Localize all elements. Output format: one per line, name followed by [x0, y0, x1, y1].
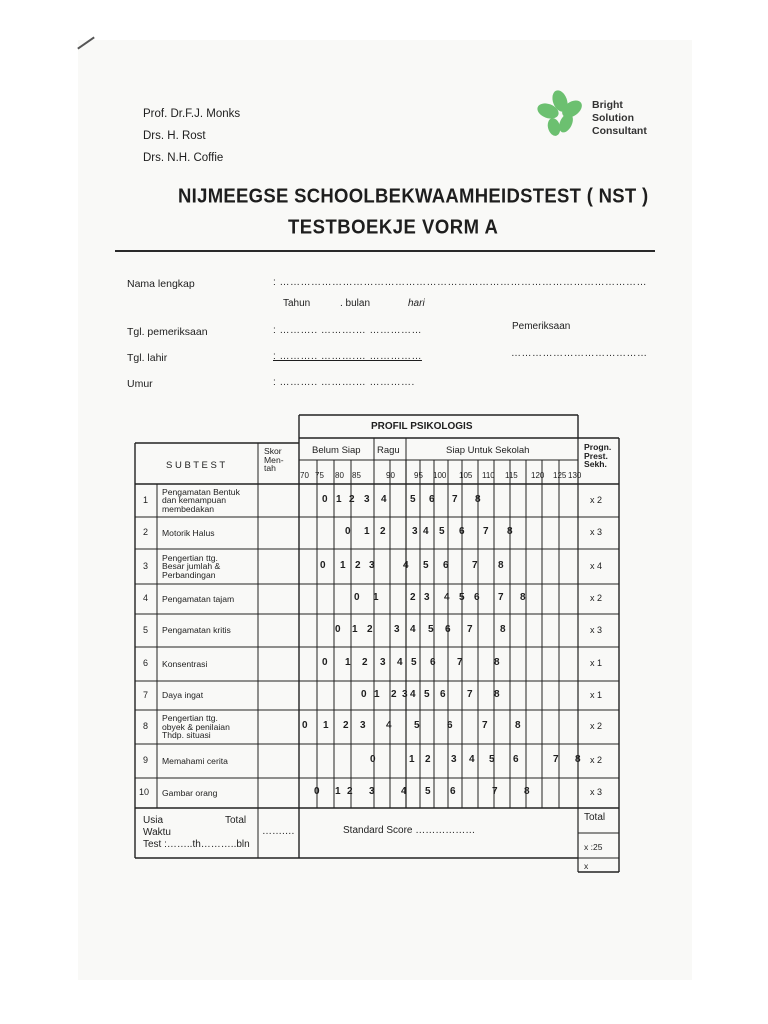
score-mark[interactable]: 3: [369, 786, 375, 797]
score-mark[interactable]: 8: [515, 720, 521, 731]
score-mark[interactable]: 3: [360, 720, 366, 731]
score-mark[interactable]: 8: [575, 754, 581, 765]
score-mark[interactable]: 0: [322, 657, 328, 668]
score-mark[interactable]: 4: [401, 786, 407, 797]
subtest-number: 7: [143, 689, 149, 700]
tahun-label: Tahun: [283, 298, 311, 309]
score-mark[interactable]: 7: [467, 688, 473, 700]
bulan-label: . bulan: [340, 298, 371, 309]
score-mark[interactable]: 7: [472, 559, 478, 571]
score-mark[interactable]: 1: [373, 592, 379, 603]
score-mark[interactable]: 2: [349, 493, 355, 505]
score-mark[interactable]: 8: [520, 592, 526, 603]
subtest-name-line: Memahami cerita: [162, 755, 228, 766]
score-mark[interactable]: 3: [412, 526, 418, 537]
score-mark[interactable]: 4: [410, 623, 416, 635]
score-mark[interactable]: 0: [345, 526, 351, 537]
subtest-name-line: obyek & penilaian: [162, 721, 230, 732]
subtest-number: 3: [143, 560, 149, 571]
score-mark[interactable]: 3: [364, 493, 370, 505]
scale-value: 75: [315, 471, 324, 480]
scale-value: 120: [531, 471, 545, 480]
score-mark[interactable]: 0: [314, 786, 320, 797]
author-3: Drs. N.H. Coffie: [143, 152, 224, 164]
total-right-label: Total: [584, 812, 606, 823]
subtest-name-line: Pengertian ttg.: [162, 713, 218, 724]
subtest-multiplier: x 1: [590, 658, 603, 668]
score-mark[interactable]: 3: [394, 623, 400, 635]
score-mark[interactable]: 8: [498, 559, 504, 571]
tgl-pemeriksaan-label: Tgl. pemeriksaan: [127, 326, 208, 338]
subtest-name-line: Thdp. situasi: [162, 730, 211, 741]
score-mark[interactable]: 6: [429, 493, 435, 505]
x-label: x: [584, 861, 589, 871]
subtest-multiplier: x 2: [590, 593, 603, 603]
subtest-header: S U B T E S T: [166, 460, 226, 471]
umur-label: Umur: [127, 378, 153, 390]
score-mark[interactable]: 5: [414, 720, 420, 731]
score-mark[interactable]: 5: [411, 657, 417, 668]
subtest-number: 5: [143, 624, 149, 635]
score-mark[interactable]: 2: [425, 754, 431, 765]
score-mark[interactable]: 7: [457, 657, 463, 668]
subtest-name-line: Konsentrasi: [162, 658, 208, 669]
author-2: Drs. H. Rost: [143, 130, 206, 142]
scale-value: 115: [505, 471, 518, 480]
score-mark[interactable]: 2: [347, 786, 353, 797]
scale-value: 105: [459, 471, 473, 480]
profil-psikologis-header: PROFIL PSIKOLOGIS: [371, 421, 473, 432]
subtest-name: [162, 714, 230, 740]
total-score-field[interactable]: …….…: [262, 826, 295, 837]
scale-value: 110: [482, 471, 495, 480]
subtest-name: [162, 691, 203, 700]
subtest-name-line: Pengamatan tajam: [162, 593, 235, 604]
subtest-number: 9: [143, 755, 149, 765]
score-mark[interactable]: 6: [447, 720, 453, 731]
score-mark[interactable]: 6: [474, 592, 480, 603]
score-mark[interactable]: 3: [424, 592, 430, 603]
score-mark[interactable]: 3: [380, 657, 386, 668]
subtest-number: 10: [139, 787, 150, 797]
subtest-name-line: Motorik Halus: [162, 527, 215, 538]
scale-value: 90: [386, 471, 395, 480]
belum-siap-header: Belum Siap: [312, 445, 361, 456]
score-mark[interactable]: 3: [369, 559, 375, 571]
score-mark[interactable]: 0: [302, 720, 308, 731]
score-mark[interactable]: 8: [524, 786, 530, 797]
progn-header: Progn. Prest. Sekh.: [584, 442, 612, 470]
waktu-label: Waktu: [143, 827, 171, 838]
subtest-multiplier: x 2: [590, 755, 603, 765]
score-mark[interactable]: 6: [459, 526, 465, 537]
score-mark[interactable]: 4: [381, 493, 387, 505]
score-mark[interactable]: 0: [361, 688, 367, 700]
scale-value: 130: [568, 471, 582, 480]
tgl-lahir-label: Tgl. lahir: [127, 352, 168, 364]
subtest-name: [162, 660, 207, 669]
subtest-name: [162, 554, 220, 580]
tgl-lahir-field[interactable]: : ……….. ……….… ……………: [273, 351, 422, 362]
total-left-label: Total: [225, 815, 247, 826]
score-mark[interactable]: 2: [367, 623, 373, 635]
score-mark[interactable]: 3: [402, 688, 408, 700]
logo-text: Bright Solution Consultant: [592, 99, 647, 137]
score-mark[interactable]: 8: [475, 493, 481, 505]
score-mark[interactable]: 1: [336, 493, 342, 505]
score-mark[interactable]: 2: [380, 526, 386, 537]
subtest-name-line: Pengamatan kritis: [162, 625, 231, 636]
score-mark[interactable]: 5: [459, 592, 465, 603]
scale-value: 85: [352, 471, 361, 480]
document-subtitle: TESTBOEKJE VORM A: [288, 214, 499, 238]
score-mark[interactable]: 0: [322, 493, 328, 505]
subtest-number: 4: [143, 593, 149, 603]
subtest-multiplier: x 1: [590, 689, 603, 700]
subtest-name: [162, 757, 228, 766]
subtest-number: 6: [143, 658, 149, 668]
score-mark[interactable]: 4: [444, 592, 450, 603]
score-mark[interactable]: 4: [397, 657, 403, 668]
subtest-name: [162, 488, 240, 514]
pemeriksaan-label: Pemeriksaan: [512, 321, 571, 332]
scale-value: 125: [553, 471, 567, 480]
subtest-name: [162, 529, 215, 538]
subtest-name-line: Besar jumlah &: [162, 561, 221, 572]
score-mark[interactable]: 0: [370, 754, 376, 765]
score-mark[interactable]: 7: [467, 623, 473, 635]
score-mark[interactable]: 0: [354, 592, 360, 603]
document-title: NIJMEEGSE SCHOOLBEKWAAMHEIDSTEST ( NST ): [178, 183, 649, 207]
subtest-number: 1: [143, 494, 149, 505]
score-mark[interactable]: 2: [343, 720, 349, 731]
score-mark[interactable]: 5: [428, 623, 434, 635]
subtest-multiplier: x 2: [590, 721, 603, 731]
score-mark[interactable]: 5: [410, 493, 416, 505]
score-mark[interactable]: 6: [440, 688, 446, 700]
score-mark[interactable]: 1: [364, 526, 370, 537]
subtest-number: 2: [143, 527, 149, 537]
score-mark[interactable]: 1: [374, 688, 380, 700]
score-mark[interactable]: 2: [410, 592, 416, 603]
scale-value: 95: [414, 471, 423, 480]
score-mark[interactable]: 6: [445, 623, 451, 635]
pemeriksaan-field[interactable]: …………………………………: [511, 348, 648, 359]
score-mark[interactable]: 1: [323, 720, 329, 731]
score-mark[interactable]: 2: [362, 657, 368, 668]
score-mark[interactable]: 6: [443, 559, 449, 571]
hari-label: hari: [408, 298, 425, 309]
score-mark[interactable]: 1: [335, 786, 341, 797]
subtest-multiplier: x 3: [590, 527, 603, 537]
scale-value: 100: [433, 471, 447, 480]
score-mark[interactable]: 1: [409, 754, 415, 765]
umur-field[interactable]: : ……….. ……….… ………….: [273, 377, 415, 388]
score-mark[interactable]: 5: [425, 786, 431, 797]
score-mark[interactable]: 1: [340, 559, 346, 571]
subtest-name-line: Gambar orang: [162, 787, 218, 798]
subtest-name-line: Pengertian ttg.: [162, 552, 218, 563]
nama-field[interactable]: : ……………………………………………………………………………………………: [273, 277, 648, 288]
tgl-pemeriksaan-field[interactable]: : ……….. ……….… ……………: [273, 325, 422, 336]
score-mark[interactable]: 8: [494, 657, 500, 668]
subtest-multiplier: x 2: [590, 494, 603, 505]
score-mark[interactable]: 7: [498, 592, 504, 603]
score-mark[interactable]: 2: [355, 559, 361, 571]
subtest-name-line: dan kemampuan: [162, 495, 227, 506]
score-mark[interactable]: 4: [386, 720, 392, 731]
score-mark[interactable]: 4: [469, 754, 475, 765]
subtest-name-line: membedakan: [162, 503, 215, 514]
score-mark[interactable]: 4: [403, 559, 409, 571]
subtest-name-line: Perbandingan: [162, 569, 216, 580]
subtest-number: 8: [143, 721, 149, 731]
score-mark[interactable]: 5: [489, 754, 495, 765]
subtest-multiplier: x 3: [590, 787, 603, 797]
score-mark[interactable]: 7: [553, 754, 559, 765]
subtest-multiplier: x 4: [590, 560, 603, 571]
score-mark[interactable]: 5: [424, 688, 430, 700]
score-mark[interactable]: 8: [494, 688, 500, 700]
score-mark[interactable]: 1: [352, 623, 358, 635]
subtest-name: [162, 626, 231, 635]
score-mark[interactable]: 7: [452, 493, 458, 505]
score-mark[interactable]: 5: [423, 559, 429, 571]
siap-header: Siap Untuk Sekolah: [446, 445, 530, 456]
score-mark[interactable]: 8: [507, 526, 513, 537]
score-mark[interactable]: 5: [439, 526, 445, 537]
score-mark[interactable]: 7: [483, 526, 489, 537]
score-mark[interactable]: 0: [320, 559, 326, 571]
subtest-multiplier: x 3: [590, 624, 603, 635]
author-1: Prof. Dr.F.J. Monks: [143, 108, 241, 120]
score-mark[interactable]: 4: [410, 688, 416, 700]
score-mark[interactable]: 6: [430, 657, 436, 668]
x25-label: x :25: [584, 842, 603, 852]
score-mark[interactable]: 7: [482, 720, 488, 731]
standard-score-field[interactable]: Standard Score ………………: [343, 825, 476, 836]
subtest-name-line: Pengamatan Bentuk: [162, 486, 240, 497]
score-mark[interactable]: 2: [391, 688, 397, 700]
nama-label: Nama lengkap: [127, 278, 195, 290]
subtest-name: [162, 789, 217, 798]
subtest-name: [162, 595, 234, 604]
score-mark[interactable]: 1: [345, 657, 351, 668]
scale-value: 70: [300, 471, 309, 480]
score-mark[interactable]: 8: [500, 623, 506, 635]
skor-header: Skor Men- tah: [264, 446, 284, 474]
score-mark[interactable]: 7: [492, 786, 498, 797]
score-mark[interactable]: 6: [513, 754, 519, 765]
usia-label: Usia: [143, 815, 164, 826]
ragu-header: Ragu: [377, 445, 400, 456]
score-mark[interactable]: 6: [450, 786, 456, 797]
score-mark[interactable]: 4: [423, 526, 429, 537]
subtest-name-line: Daya ingat: [162, 690, 204, 701]
scale-value: 80: [335, 471, 344, 480]
test-age-field[interactable]: Test :……..th………..bln: [143, 839, 250, 850]
score-mark[interactable]: 3: [451, 754, 457, 765]
score-mark[interactable]: 0: [335, 623, 341, 635]
